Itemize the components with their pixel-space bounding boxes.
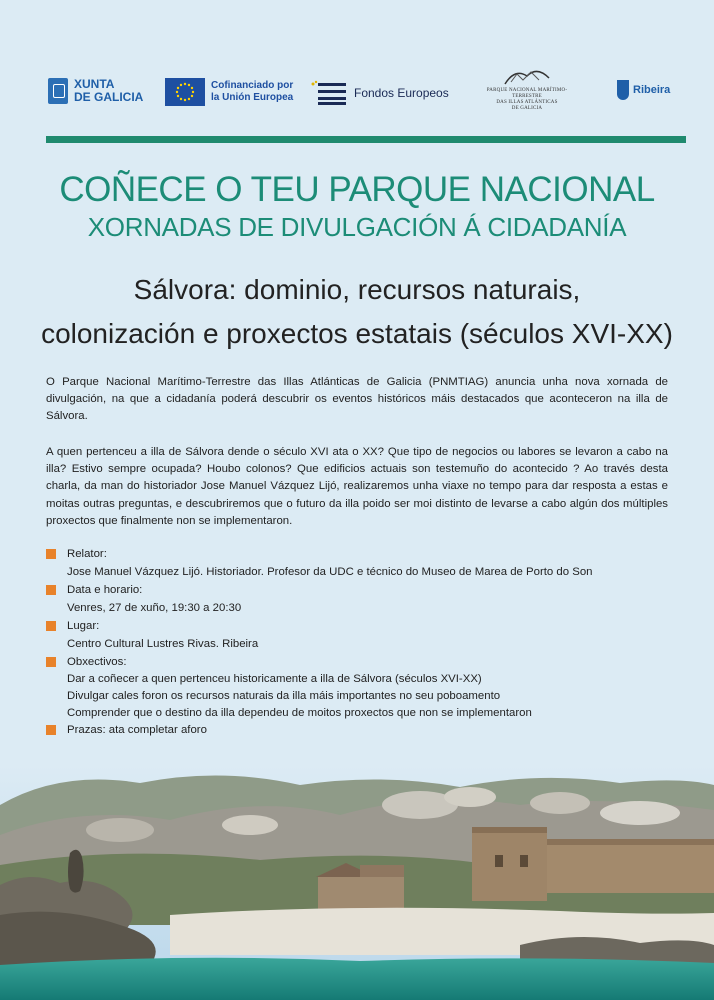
bullet-square-icon bbox=[46, 725, 56, 735]
bullet-square-icon bbox=[46, 585, 56, 595]
location-item bbox=[46, 618, 686, 654]
bullet-square-icon bbox=[46, 621, 56, 631]
objective-1: Dar a coñecer a quen pertenceu historicamente a illa de Sálvora (séculos XVI-XX) bbox=[67, 673, 482, 685]
parque-nacional-text: PARQUE NACIONAL MARÍTIMO-TERRESTRE DAS ILLAS ATLÁNTICAS DE GALICIA bbox=[486, 88, 568, 111]
talk-headline bbox=[20, 268, 694, 356]
page-title: COÑECE O TEU PARQUE NACIONAL bbox=[59, 170, 655, 209]
xunta-crest-icon bbox=[48, 78, 68, 104]
intro-paragraph: O Parque Nacional Marítimo-Terrestre das Illas Atlánticas de Galicia (PNMTIAG) anuncia unha nova xornada de divulgación, na que a cidadanía poderá descubrir os eventos históricos máis destacados que aconteceron na illa de Sálvora. bbox=[46, 376, 668, 423]
parque-nacional-emblem-icon bbox=[497, 66, 557, 88]
event-series-title: XORNADAS DE DIVULGACIÓN Á CIDADANÍA bbox=[87, 212, 627, 242]
objectives-item bbox=[46, 654, 686, 722]
fondos-europeos-icon bbox=[310, 80, 346, 106]
relator-item bbox=[46, 546, 686, 582]
header-divider bbox=[46, 136, 686, 143]
ribeira-logo-text: Ribeira bbox=[633, 84, 671, 96]
bullet-square-icon bbox=[46, 549, 56, 559]
objectives-label: Obxectivos: bbox=[67, 656, 127, 668]
event-details bbox=[46, 546, 686, 739]
logo-strip bbox=[0, 70, 714, 120]
eu-flag-icon bbox=[165, 78, 205, 106]
bullet-square-icon bbox=[46, 657, 56, 667]
eu-logo bbox=[165, 78, 293, 106]
places-item bbox=[46, 722, 686, 739]
relator-value: Jose Manuel Vázquez Lijó. Historiador. Profesor da UDC e técnico do Museo de Marea de Porto do Son bbox=[67, 566, 593, 578]
location-value: Centro Cultural Lustres Rivas. Ribeira bbox=[67, 638, 259, 650]
objective-2: Divulgar cales foron os recursos naturais da illa máis importantes no seu poboamento bbox=[67, 690, 501, 702]
talk-headline-line2: colonización e proxectos estatais (séculos XVI-XX) bbox=[41, 318, 673, 349]
xunta-logo-text: XUNTA DE GALICIA bbox=[74, 77, 144, 104]
ribeira-logo bbox=[617, 80, 670, 100]
date-item bbox=[46, 582, 686, 618]
fondos-europeos-logo bbox=[310, 80, 449, 106]
objective-3: Comprender que o destino da illa dependeu de moitos proxectos que non se implementaron bbox=[67, 707, 532, 719]
eu-logo-text: Cofinanciado por la Unión Europea bbox=[211, 80, 294, 103]
fondos-europeos-text: Fondos Europeos bbox=[354, 86, 449, 100]
places-text: Prazas: ata completar aforo bbox=[67, 724, 207, 736]
date-label: Data e horario: bbox=[67, 584, 143, 596]
ribeira-shield-icon bbox=[617, 80, 629, 100]
date-value: Venres, 27 de xuño, 19:30 a 20:30 bbox=[67, 602, 242, 614]
relator-label: Relator: bbox=[67, 548, 107, 560]
description-paragraph: A quen pertenceu a illa de Sálvora dende o século XVI ata o XX? Que tipo de negocios ou labores se levaron a cabo na illa? Estivo sempre ocupada? Houbo colonos? Que edificios actuais son testemuño do acontecido ? Ao través desta charla, da man do historiador Jose Manuel Vázquez Lijó, realizaremos unha viaxe no tempo para dar resposta a estas e moitas outras preguntas, e descubriremos que o futuro da illa poido ser moi distinto de levarse a cabo algún dos múltiples proxectos que finalmente non se implementaron. bbox=[46, 446, 668, 527]
salvora-island-photo bbox=[0, 765, 714, 1000]
salvora-landscape-illustration bbox=[0, 765, 714, 1000]
parque-nacional-logo bbox=[472, 66, 582, 112]
location-label: Lugar: bbox=[67, 620, 100, 632]
talk-headline-line1: Sálvora: dominio, recursos naturais, bbox=[133, 274, 581, 305]
xunta-logo bbox=[48, 78, 143, 104]
